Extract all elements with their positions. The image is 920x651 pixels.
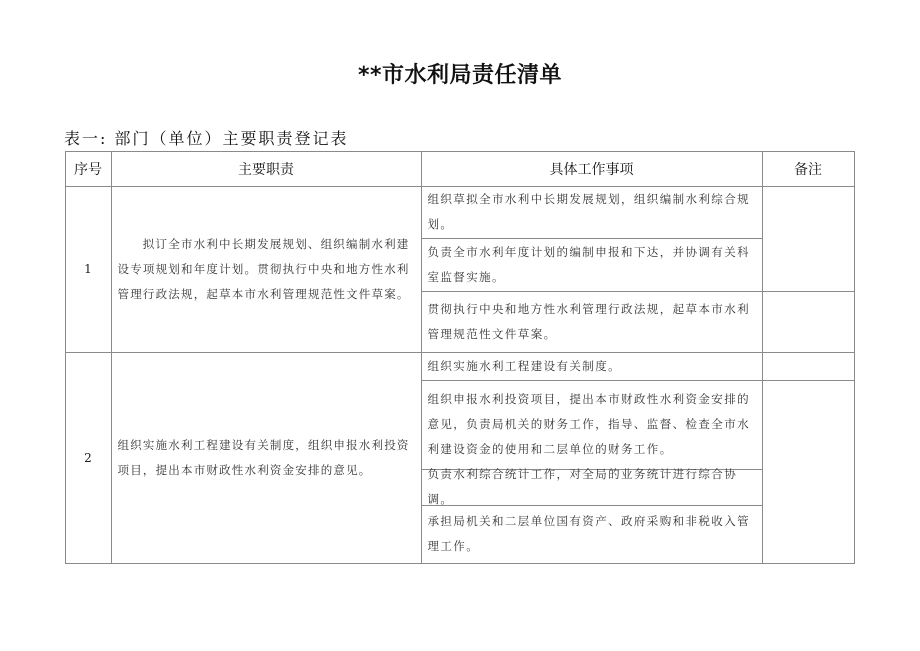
document-title: **市水利局责任清单 — [357, 63, 562, 88]
header-remarks: 备注 — [762, 151, 855, 187]
header-specific-items: 具体工作事项 — [421, 151, 763, 187]
row-2-item-1 — [421, 352, 763, 381]
header-main-duty: 主要职责 — [111, 151, 422, 187]
row-1-remark-2 — [762, 291, 855, 353]
row-2-item-1-text: 组织实施水利工程建设有关制度。 — [427, 358, 621, 373]
row-1-item-1 — [421, 186, 763, 239]
row-1-item-2-text: 负责全市水利年度计划的编制申报和下达，并协调有关科室监督实施。 — [427, 244, 750, 284]
row-1-item-3 — [421, 291, 763, 353]
duty-registration-table — [65, 151, 855, 563]
row-2-main-duty — [111, 352, 422, 564]
row-2-item-2 — [421, 380, 763, 470]
row-1-remark-1 — [762, 186, 855, 292]
row-2-item-3-text: 负责水利综合统计工作，对全局的业务统计进行综合协调。 — [427, 467, 738, 506]
row-1-index: 1 — [65, 186, 112, 353]
row-2-remark-1 — [762, 352, 855, 381]
row-1-main-duty-text: 拟订全市水利中长期发展规划、组织编制水利建设专项规划和年度计划。贯彻执行中央和地方性水利管理行政法规，起草本市水利管理规范性文件草案。 — [117, 236, 410, 301]
row-2-item-3 — [421, 469, 763, 506]
row-1-item-2 — [421, 238, 763, 292]
row-2-remark-2 — [762, 380, 855, 564]
row-2-index: 2 — [65, 352, 112, 564]
row-2-item-4-text: 承担局机关和二层单位国有资产、政府采购和非税收入管理工作。 — [427, 514, 750, 553]
row-2-item-2-text: 组织申报水利投资项目，提出本市财政性水利资金安排的意见，负责局机关的财务工作，指导、监督、检查全市水利建设资金的使用和二层单位的财务工作。 — [427, 392, 750, 456]
row-2-item-4 — [421, 505, 763, 564]
row-1-item-3-text: 贯彻执行中央和地方性水利管理行政法规，起草本市水利管理规范性文件草案。 — [427, 301, 750, 341]
table-caption: 表一: 部门（单位）主要职责登记表 — [64, 129, 349, 148]
row-1-item-1-text: 组织草拟全市水利中长期发展规划，组织编制水利综合规划。 — [427, 192, 750, 231]
header-index: 序号 — [65, 151, 112, 187]
row-2-main-duty-text: 组织实施水利工程建设有关制度，组织申报水利投资项目，提出本市财政性水利资金安排的意见。 — [117, 437, 410, 477]
row-1-main-duty — [111, 186, 422, 353]
